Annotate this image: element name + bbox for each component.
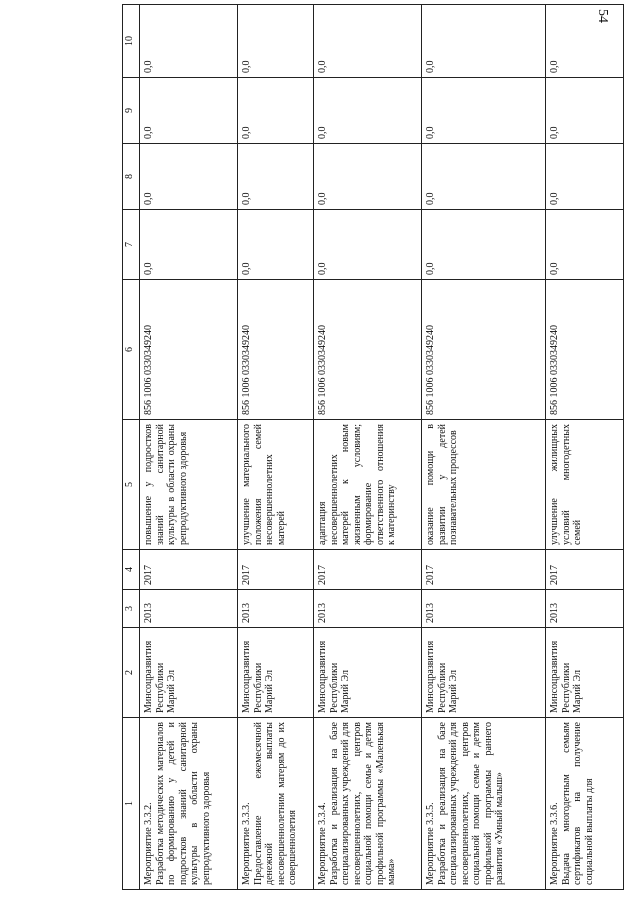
program-measures-table [122,4,624,890]
value-cell-8: 0,0 [422,144,546,210]
executor-cell: Минсоцразвития Республики Марий Эл [140,628,238,718]
measure-cell: Мероприятие 3.3.3. Предоставление ежемесячной денежной выплаты несовершеннолетним матерям до их совершеннолетия [238,718,314,890]
column-header: 5 [123,420,140,550]
column-header: 8 [123,144,140,210]
value-cell-7: 0,0 [422,210,546,280]
end-year-cell: 2017 [546,550,624,590]
value-cell-10: 0,0 [140,5,238,78]
end-year-cell: 2017 [140,550,238,590]
value-cell-7: 0,0 [238,210,314,280]
expected-result-cell: оказание помощи в развитии у детей познавательных процессов [422,420,546,550]
value-cell-7: 0,0 [314,210,422,280]
executor-cell: Минсоцразвития Республики Марий Эл [238,628,314,718]
column-header: 2 [123,628,140,718]
table-row [140,5,238,890]
column-header: 1 [123,718,140,890]
value-cell-9: 0,0 [140,78,238,144]
column-header: 4 [123,550,140,590]
start-year-cell: 2013 [140,590,238,628]
value-cell-7: 0,0 [140,210,238,280]
table-row [314,5,422,890]
value-cell-8: 0,0 [238,144,314,210]
budget-code-cell: 856 1006 0330349240 [546,280,624,420]
budget-code-cell: 856 1006 0330349240 [238,280,314,420]
measure-cell: Мероприятие 3.3.2. Разработка методических материалов по формированию у детей и подростков знаний санитарной культуры в области охраны репродуктивного здоровья [140,718,238,890]
measure-cell: Мероприятие 3.3.5. Разработка и реализация на базе специализированных учреждений для несовершеннолетних, центров социальной помощи семье и детям профильной программы раннего развития «Умный малыш» [422,718,546,890]
start-year-cell: 2013 [314,590,422,628]
rotated-table-container [122,5,622,890]
table-row [238,5,314,890]
executor-cell: Минсоцразвития Республики Марий Эл [546,628,624,718]
value-cell-10: 0,0 [238,5,314,78]
end-year-cell: 2017 [422,550,546,590]
value-cell-10: 0,0 [546,5,624,78]
value-cell-7: 0,0 [546,210,624,280]
executor-cell: Минсоцразвития Республики Марий Эл [314,628,422,718]
column-header: 10 [123,5,140,78]
measure-cell: Мероприятие 3.3.4. Разработка и реализация на базе специализированных учреждений для несовершеннолетних, центров социальной помощи семье и детям профильной программы «Маленькая мама» [314,718,422,890]
expected-result-cell: улучшение жилищных условий многодетных семей [546,420,624,550]
expected-result-cell: повышение у подростков знаний санитарной культуры в области охраны репродуктивного здоровья [140,420,238,550]
value-cell-8: 0,0 [546,144,624,210]
budget-code-cell: 856 1006 0330349240 [314,280,422,420]
value-cell-8: 0,0 [140,144,238,210]
expected-result-cell: адаптация несовершеннолетних матерей к новым жизненным условиям; формирование ответственного отношения к материнству [314,420,422,550]
value-cell-9: 0,0 [238,78,314,144]
budget-code-cell: 856 1006 0330349240 [140,280,238,420]
end-year-cell: 2017 [314,550,422,590]
budget-code-cell: 856 1006 0330349240 [422,280,546,420]
value-cell-10: 0,0 [314,5,422,78]
value-cell-9: 0,0 [422,78,546,144]
column-header: 3 [123,590,140,628]
expected-result-cell: улучшение материального положения семей несовершеннолетних матерей [238,420,314,550]
value-cell-9: 0,0 [314,78,422,144]
start-year-cell: 2013 [238,590,314,628]
end-year-cell: 2017 [238,550,314,590]
column-header: 6 [123,280,140,420]
value-cell-9: 0,0 [546,78,624,144]
page-number: 54 [595,9,610,23]
value-cell-10: 0,0 [422,5,546,78]
column-header: 9 [123,78,140,144]
start-year-cell: 2013 [546,590,624,628]
executor-cell: Минсоцразвития Республики Марий Эл [422,628,546,718]
table-row [546,5,624,890]
column-header: 7 [123,210,140,280]
start-year-cell: 2013 [422,590,546,628]
table-row [422,5,546,890]
header-row [123,5,140,890]
value-cell-8: 0,0 [314,144,422,210]
measure-cell: Мероприятие 3.3.6. Выдача многодетным семьям сертификатов на получение социальной выплаты для [546,718,624,890]
